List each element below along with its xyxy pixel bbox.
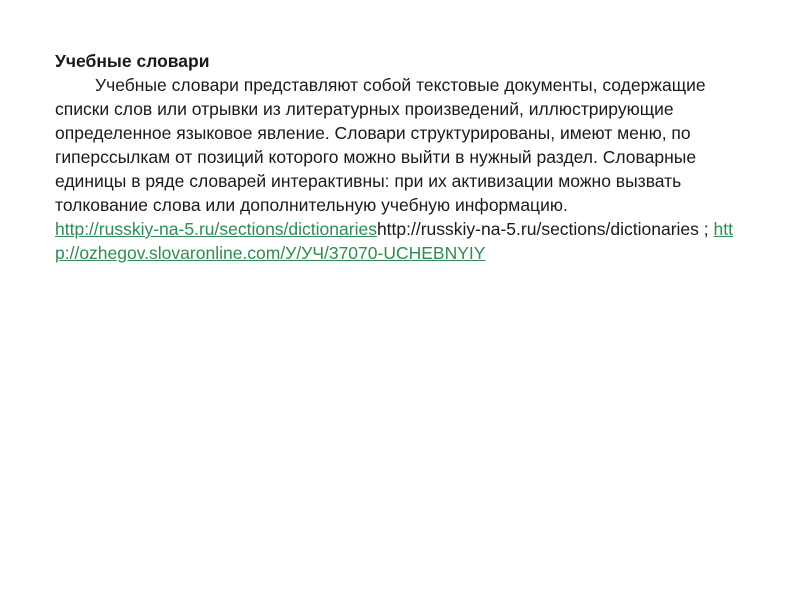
slide-heading: Учебные словари — [55, 51, 210, 71]
link-russkiy-na-5[interactable]: http://russkiy-na-5.ru/sections/dictionaries — [55, 219, 377, 239]
links-line — [55, 217, 745, 265]
link-ozhegov[interactable]: http://ozhegov.slovaronline.com/У/УЧ/37070-UCHEBNYIY — [55, 219, 733, 263]
slide-content — [55, 49, 745, 265]
link-separator: ; — [698, 219, 714, 239]
plain-url-text: http://russkiy-na-5.ru/sections/dictionaries — [376, 219, 699, 239]
slide-paragraph: Учебные словари представляют собой текстовые документы, содержащие списки слов или отрывки из литературных произведений, иллюстрирующие определенное языковое явление. Словари структурированы, имеют меню, по гиперссылкам от позиций которого можно выйти в нужный раздел. Словарные единицы в ряде словарей интерактивны: при их активизации можно вызвать толкование слова или дополнительную учебную информацию. — [55, 75, 706, 215]
